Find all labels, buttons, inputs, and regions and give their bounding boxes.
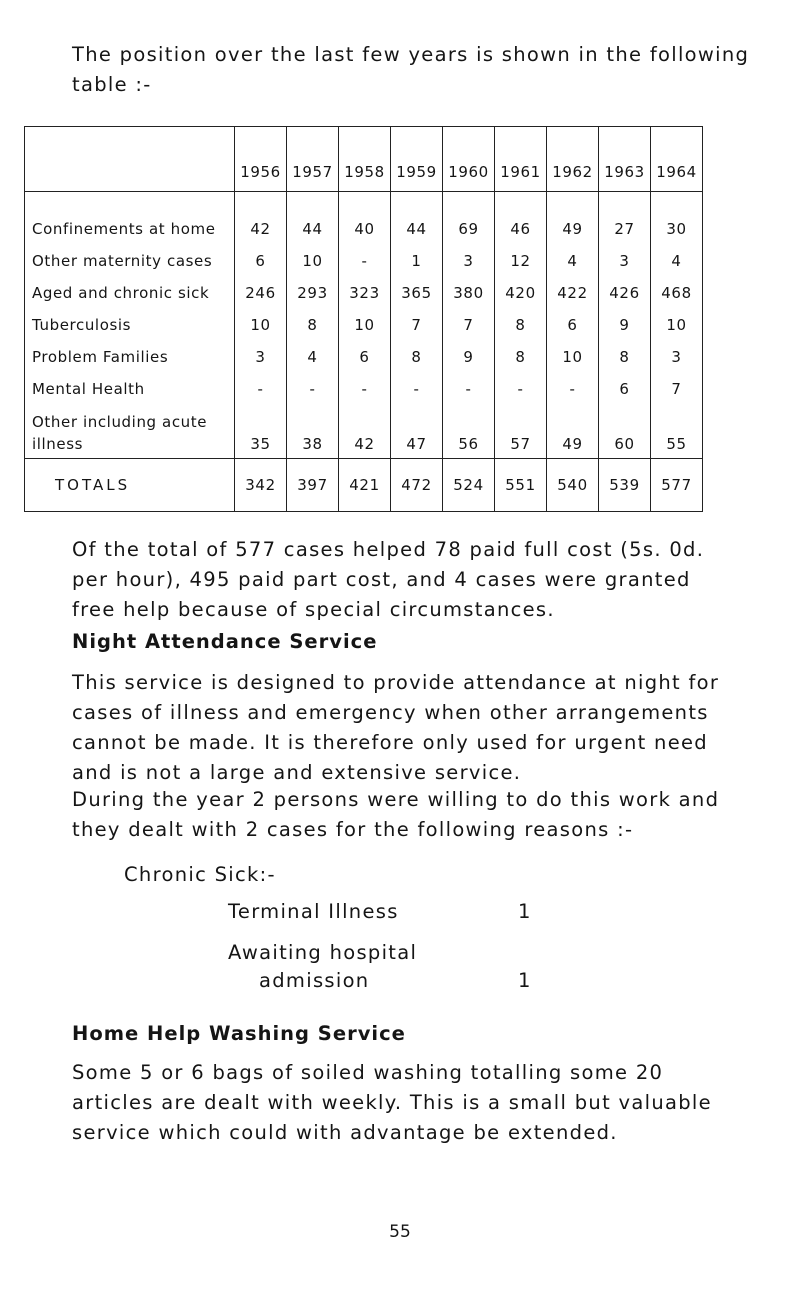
table-cell: 6 [339,337,391,369]
total-cell: 397 [287,459,339,512]
table-cell: 69 [443,192,495,242]
table-cell: 4 [547,241,599,273]
table-cell: 60 [599,401,651,459]
reason-terminal-illness: Terminal Illness [228,900,399,923]
table-cell: 8 [391,337,443,369]
table-cell: 3 [235,337,287,369]
table-cell: 10 [235,305,287,337]
table-cell: 38 [287,401,339,459]
row-label: Tuberculosis [25,305,235,337]
year-header: 1960 [443,127,495,192]
table-cell: 55 [651,401,703,459]
total-cell: 540 [547,459,599,512]
year-header: 1957 [287,127,339,192]
row-label: Confinements at home [25,192,235,242]
table-row [25,305,703,337]
table-cell: 10 [287,241,339,273]
table-row [25,273,703,305]
table-cell: 44 [391,192,443,242]
total-cell: 539 [599,459,651,512]
table-cell: 7 [391,305,443,337]
year-header: 1962 [547,127,599,192]
row-label: Other maternity cases [25,241,235,273]
reason-awaiting-hospital: Awaiting hospital [228,941,418,964]
table-cell: - [235,369,287,401]
table-cell: 6 [599,369,651,401]
table-cell: - [391,369,443,401]
table-cell: 365 [391,273,443,305]
night-attendance-heading: Night Attendance Service [72,630,378,653]
table-cell: 246 [235,273,287,305]
table-cell: 3 [443,241,495,273]
page-number: 55 [389,1222,411,1242]
table-cell: 49 [547,401,599,459]
table-cell: 40 [339,192,391,242]
header-corner [25,127,235,192]
reason-count: 1 [518,900,531,923]
washing-service-paragraph: Some 5 or 6 bags of soiled washing totalling some 20 articles are dealt with weekly. This is a small but valuable service which could with advantage be extended. [72,1061,712,1144]
table-cell: 9 [599,305,651,337]
table-cell: 42 [339,401,391,459]
table-header-row [25,127,703,192]
row-label: Mental Health [25,369,235,401]
row-label: Other including acute illness [25,401,235,459]
table-cell: 42 [235,192,287,242]
total-cell: 524 [443,459,495,512]
table-cell: 10 [651,305,703,337]
cases-table [24,126,703,512]
row-label: Aged and chronic sick [25,273,235,305]
table-cell: 30 [651,192,703,242]
table-cell: - [287,369,339,401]
table-cell: 3 [651,337,703,369]
table-cell: - [339,241,391,273]
table-row [25,241,703,273]
table-cell: 1 [391,241,443,273]
table-cell: 468 [651,273,703,305]
total-cell: 421 [339,459,391,512]
reason-count: 1 [518,969,531,992]
total-cell: 551 [495,459,547,512]
table-row [25,192,703,242]
table-cell: - [547,369,599,401]
table-cell: 44 [287,192,339,242]
washing-service-heading: Home Help Washing Service [72,1022,406,1045]
table-cell: 46 [495,192,547,242]
chronic-sick-label: Chronic Sick:- [124,863,276,886]
year-header: 1956 [235,127,287,192]
row-label: Problem Families [25,337,235,369]
table-cell: 8 [495,305,547,337]
table-row [25,337,703,369]
table-row [25,369,703,401]
intro-text: The position over the last few years is shown in the following table :- [72,43,750,96]
table-cell: 422 [547,273,599,305]
table-cell: 293 [287,273,339,305]
table-cell: - [443,369,495,401]
table-cell: 57 [495,401,547,459]
table-cell: 420 [495,273,547,305]
table-cell: 4 [287,337,339,369]
table-cell: 7 [651,369,703,401]
reason-admission: admission [259,969,370,992]
table-cell: 9 [443,337,495,369]
table-cell: 49 [547,192,599,242]
table-cell: 6 [235,241,287,273]
total-cases-paragraph: Of the total of 577 cases helped 78 paid full cost (5s. 0d. per hour), 495 paid part cost, and 4 cases were granted free help because of special circumstances. [72,538,705,621]
table-cell: 8 [495,337,547,369]
table-cell: - [339,369,391,401]
table-cell: 12 [495,241,547,273]
year-header: 1959 [391,127,443,192]
table-cell: - [495,369,547,401]
table-cell: 7 [443,305,495,337]
total-cell: 577 [651,459,703,512]
table-cell: 3 [599,241,651,273]
table-cell: 4 [651,241,703,273]
table-cell: 27 [599,192,651,242]
table-cell: 35 [235,401,287,459]
totals-label: TOTALS [25,459,235,512]
totals-row [25,459,703,512]
total-cell: 342 [235,459,287,512]
table-cell: 8 [287,305,339,337]
table-cell: 56 [443,401,495,459]
table-cell: 323 [339,273,391,305]
table-cell: 10 [339,305,391,337]
table-cell: 47 [391,401,443,459]
year-header: 1964 [651,127,703,192]
table-cell: 426 [599,273,651,305]
year-header: 1961 [495,127,547,192]
table-cell: 8 [599,337,651,369]
night-service-paragraph: This service is designed to provide attendance at night for cases of illness and emergency when other arrangements cannot be made. It is therefore only used for urgent need and is not a large and extensive service. [72,671,720,784]
table-cell: 10 [547,337,599,369]
table-row [25,401,703,459]
table-cell: 380 [443,273,495,305]
night-persons-paragraph: During the year 2 persons were willing to do this work and they dealt with 2 cases for the following reasons :- [72,788,720,841]
year-header: 1958 [339,127,391,192]
table-cell: 6 [547,305,599,337]
total-cell: 472 [391,459,443,512]
year-header: 1963 [599,127,651,192]
